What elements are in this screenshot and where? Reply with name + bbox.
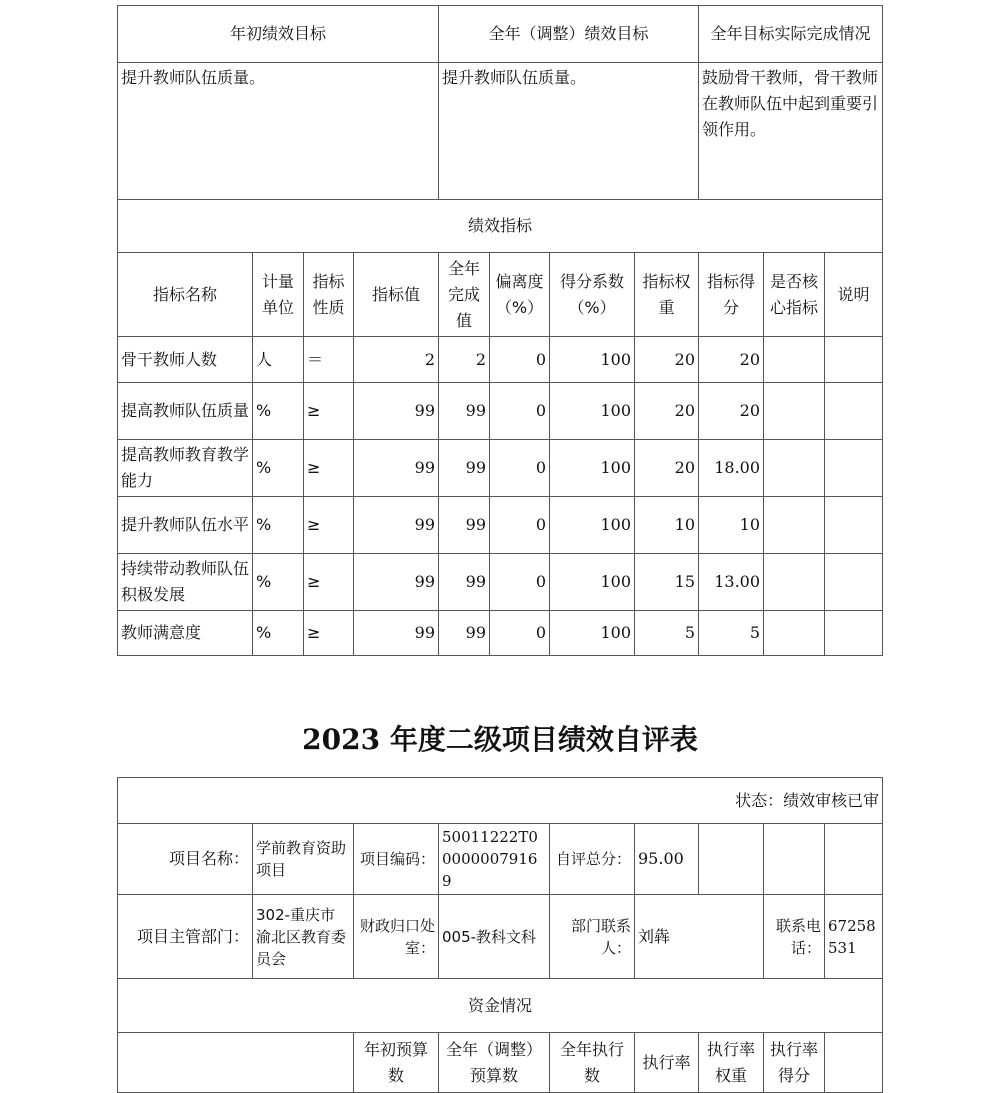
indicator-actual: 2 [439,337,490,383]
indicator-name: 提高教师队伍质量 [118,383,253,440]
empty-cell [825,824,883,895]
funds-header-rate-score: 执行率得分 [764,1033,825,1093]
header-deviation: 偏离度（%） [490,253,550,337]
indicator-actual: 99 [439,497,490,554]
indicator-deviation: 0 [490,497,550,554]
indicator-nature: ≥ [304,440,354,497]
project-code-label: 项目编码： [354,824,439,895]
indicator-deviation: 0 [490,611,550,656]
indicator-target: 99 [354,611,439,656]
self-score-value: 95.00 [635,824,699,895]
funds-header-execution-rate: 执行率 [635,1033,699,1093]
indicator-actual: 99 [439,440,490,497]
table-row [118,611,883,656]
indicator-note [825,554,883,611]
funds-header-adjusted-budget: 全年（调整）预算数 [439,1033,550,1093]
header-score: 指标得分 [699,253,764,337]
indicator-unit: % [253,611,304,656]
header-core: 是否核心指标 [764,253,825,337]
indicator-deviation: 0 [490,337,550,383]
indicator-core [764,440,825,497]
indicator-core [764,383,825,440]
finance-office-value: 005-教科文科 [439,895,550,979]
indicator-unit: % [253,440,304,497]
status-text: 状态：绩效审核已审 [118,778,883,824]
indicator-target: 99 [354,383,439,440]
indicator-weight: 15 [635,554,699,611]
indicator-core [764,497,825,554]
project-name-value: 学前教育资助项目 [253,824,354,895]
funds-header-executed: 全年执行数 [550,1033,635,1093]
indicator-coefficient: 100 [550,337,635,383]
table-row [118,554,883,611]
indicator-note [825,383,883,440]
department-value: 302-重庆市渝北区教育委员会 [253,895,354,979]
finance-office-label: 财政归口处室： [354,895,439,979]
indicator-note [825,337,883,383]
funds-header-initial-budget: 年初预算数 [354,1033,439,1093]
header-note: 说明 [825,253,883,337]
indicator-note [825,497,883,554]
goal-adjusted-value: 提升教师队伍质量。 [439,63,699,200]
indicator-coefficient: 100 [550,440,635,497]
header-nature: 指标性质 [304,253,354,337]
header-actual: 全年完成值 [439,253,490,337]
indicator-core [764,554,825,611]
indicator-score: 18.00 [699,440,764,497]
table-row [118,337,883,383]
indicator-weight: 5 [635,611,699,656]
indicator-unit: % [253,554,304,611]
indicator-nature: ≥ [304,497,354,554]
project-info-table [117,777,883,1093]
indicator-target: 99 [354,440,439,497]
header-unit: 计量单位 [253,253,304,337]
indicator-deviation: 0 [490,440,550,497]
indicator-coefficient: 100 [550,497,635,554]
header-coefficient: 得分系数（%） [550,253,635,337]
header-indicator-name: 指标名称 [118,253,253,337]
indicator-weight: 20 [635,337,699,383]
indicator-nature: ＝ [304,337,354,383]
indicator-note [825,611,883,656]
funds-section-title: 资金情况 [118,979,883,1033]
indicator-target: 2 [354,337,439,383]
indicator-unit: 人 [253,337,304,383]
indicator-unit: % [253,497,304,554]
indicator-actual: 99 [439,611,490,656]
performance-goals-table [117,5,883,656]
department-label: 项目主管部门： [118,895,253,979]
goal-header-actual: 全年目标实际完成情况 [699,6,883,63]
indicator-coefficient: 100 [550,383,635,440]
indicator-target: 99 [354,554,439,611]
table-row [118,440,883,497]
indicator-weight: 10 [635,497,699,554]
goal-actual-value: 鼓励骨干教师，骨干教师在教师队伍中起到重要引领作用。 [699,63,883,200]
indicator-name: 教师满意度 [118,611,253,656]
indicator-note [825,440,883,497]
table-row [118,497,883,554]
header-weight: 指标权重 [635,253,699,337]
indicator-core [764,337,825,383]
indicator-actual: 99 [439,383,490,440]
indicator-core [764,611,825,656]
empty-cell [118,1033,354,1093]
page-title: 2023 年度二级项目绩效自评表 [302,723,698,756]
goal-header-adjusted: 全年（调整）绩效目标 [439,6,699,63]
indicator-deviation: 0 [490,383,550,440]
indicator-nature: ≥ [304,383,354,440]
indicator-name: 骨干教师人数 [118,337,253,383]
phone-label: 联系电话： [764,895,825,979]
indicator-score: 5 [699,611,764,656]
indicator-nature: ≥ [304,611,354,656]
indicator-weight: 20 [635,440,699,497]
phone-value: 67258531 [825,895,883,979]
contact-label: 部门联系人： [550,895,635,979]
indicator-coefficient: 100 [550,554,635,611]
indicator-nature: ≥ [304,554,354,611]
indicator-actual: 99 [439,554,490,611]
indicator-weight: 20 [635,383,699,440]
indicator-score: 13.00 [699,554,764,611]
goal-header-initial: 年初绩效目标 [118,6,439,63]
indicator-score: 20 [699,383,764,440]
empty-cell [764,824,825,895]
empty-cell [825,1033,883,1093]
header-target: 指标值 [354,253,439,337]
indicator-coefficient: 100 [550,611,635,656]
indicator-name: 持续带动教师队伍积极发展 [118,554,253,611]
self-score-label: 自评总分： [550,824,635,895]
indicator-score: 10 [699,497,764,554]
indicator-score: 20 [699,337,764,383]
indicator-deviation: 0 [490,554,550,611]
indicator-target: 99 [354,497,439,554]
project-name-label: 项目名称： [118,824,253,895]
indicator-name: 提高教师教育教学能力 [118,440,253,497]
table-row [118,383,883,440]
contact-value: 刘犇 [635,895,764,979]
empty-cell [699,824,764,895]
funds-header-rate-weight: 执行率权重 [699,1033,764,1093]
goal-initial-value: 提升教师队伍质量。 [118,63,439,200]
indicator-unit: % [253,383,304,440]
indicators-section-title: 绩效指标 [118,200,883,253]
indicator-name: 提升教师队伍水平 [118,497,253,554]
project-code-value: 50011222T000000079169 [439,824,550,895]
